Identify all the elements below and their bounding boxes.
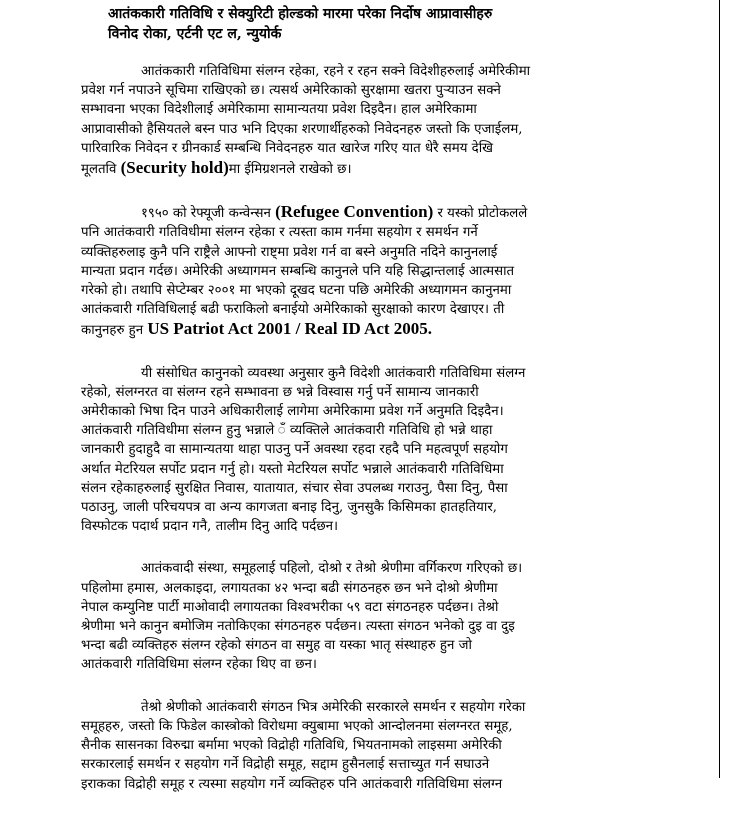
text-segment: अर्थात मेटरियल सर्पोट प्रदान गर्नु हो। यस्तो मेटरियल सर्पोट भन्नाले आतंकवारी गतिविधिमा <box>81 461 504 477</box>
text-line <box>81 755 711 774</box>
paragraph <box>81 698 711 794</box>
latin-term: (Security hold) <box>120 158 229 178</box>
text-segment: कानुनहरु हुन <box>81 323 148 339</box>
text-segment: मा ईमिग्रशनले राखेको छ। <box>228 162 352 178</box>
text-line <box>81 120 711 139</box>
text-line <box>81 139 711 158</box>
text-segment: आतंकवारी गतिविधिमा संलग्न रहेका थिए वा छन। <box>81 657 317 673</box>
text-segment: विस्फोटक पदार्थ प्रदान गनै, तालीम दिनु आदि पर्दछन। <box>81 519 339 535</box>
paragraph <box>81 364 711 537</box>
text-segment: सैनीक सासनका विरुद्मा बर्मामा भएको विद्रोही गतिविधि, भियतनामको लाइसमा अमेरिकी <box>81 738 502 754</box>
text-line <box>81 81 711 100</box>
text-segment: पठाउनु, जाली परिचयपत्र वा अन्य कागजता बनाइ दिनु, जुनसुकै किसिमका हातहतियार, <box>81 500 497 516</box>
text-line <box>81 383 711 402</box>
document-title: आतंककारी गतिविधि र सेक्युरिटी होल्डको मारमा परेका निर्दोष आप्रावासीहरु <box>108 6 493 22</box>
text-line <box>81 281 711 300</box>
text-line <box>81 617 711 636</box>
text-segment: पहिलोमा हमास, अलकाइदा, लगायतका ४२ भन्दा बढी संगठनहरु छन भने दोश्रो श्रेणीमा <box>81 580 498 596</box>
text-segment: जानकारी हुदाहुदै वा सामान्यतया थाहा पाउनु पर्ने अवस्था रहदा रहदै पनि महत्वपूर्ण सहयोग <box>81 442 508 458</box>
text-line <box>81 364 711 383</box>
text-line <box>81 598 711 617</box>
text-segment: आतंकवादी संस्था, समूहलाई पहिलो, दोश्रो र तेश्रो श्रेणीमा वर्गिकरण गरिएको छ। <box>141 561 523 577</box>
text-segment: मूलतवि <box>81 162 121 178</box>
text-segment: अमेरीकाको भिषा दिन पाउने अधिकारीलाई लागेमा अमेरिकामा प्रवेश गर्ने अनुमति दिइदैन। <box>81 404 504 420</box>
text-line <box>81 498 711 517</box>
text-line <box>81 479 711 498</box>
text-line <box>81 517 711 536</box>
text-segment: श्रेणीमा भने कानुन बमोजिम नतोकिएका संगठनहरु पर्दछन। त्यस्ता संगठन भनेको दुइ वा दुइ <box>81 619 515 635</box>
text-segment: मान्यता प्रदान गर्दछ। अमेरिकी अध्यागमन सम्बन्धि कानुनले पनि यहि सिद्धान्तलाई आत्मसात <box>81 263 515 279</box>
text-segment: प्रवेश गर्न नपाउने सूचिमा राखिएको छ। त्यसर्थ अमेरिकाको सुरक्षामा खतरा पुर्‍याउन सक्ने <box>81 83 501 99</box>
text-line <box>81 402 711 421</box>
text-line <box>81 717 711 736</box>
latin-term: (Refugee Convention) <box>275 202 434 222</box>
text-line <box>81 62 711 81</box>
text-segment: संलन रहेकाहरुलाई सुरक्षित निवास, यातायात, संचार सेवा उपलब्ध गराउनु, पैसा दिनु, पैसा <box>81 480 508 496</box>
text-line <box>81 655 711 674</box>
text-line <box>81 440 711 459</box>
text-line <box>81 775 711 794</box>
paragraph <box>81 62 711 179</box>
text-segment: सरकारलाई समर्थन र सहयोग गर्ने विद्रोही समूह, सद्दाम हुसैनलाई सत्ताच्युत गर्न सघाउने <box>81 757 490 773</box>
document-header <box>108 4 608 44</box>
text-segment: रहेको, संलग्नरत वा संलग्न रहने सम्भावना छ भन्ने विस्वास गर्नु पर्ने सामान्य जानकारी <box>81 384 479 400</box>
text-segment: आप्रावासीको हैसियतले बस्न पाउ भनि दिएका शरणार्थीहरुको निवेदनहरु जस्तो कि एजाईलम, <box>81 121 523 137</box>
text-segment: आतंककारी गतिविधिमा संलग्न रहेका, रहने र रहन सक्ने विदेशीहरुलाई अमेरिकीमा <box>141 64 531 79</box>
text-segment: आतंकवारी गतिविधिलाई बढी फराकिलो बनाईयो अमेरिकाको सुरक्षाको कारण देखाएर। ती <box>81 302 505 318</box>
text-segment: व्यक्तिहरुलाइ कुनै पनि राष्ट्रैले आफ्नो राष्ट्मा प्रवेश गर्न वा बस्ने अनुमति नदिने कानुनलाई <box>81 244 498 260</box>
text-line <box>81 559 711 578</box>
text-segment: तेश्रो श्रेणीको आतंकवारी संगठन भित्र अमेरिकी सरकारले समर्थन र सहयोग गरेका <box>141 699 526 715</box>
latin-term: US Patriot Act 2001 / Real ID Act 2005. <box>147 319 433 339</box>
text-segment: नेपाल कम्युनिष्ट पार्टी माओवादी लगायतका विश्वभरीका ५९ वटा संगठनहरु पर्दछन। तेश्रो <box>81 599 499 615</box>
text-line <box>81 736 711 755</box>
text-segment: यी संसोधित कानुनको व्यवस्था अनुसार कुनै विदेशी आतंकवारी गतिविधिमा संलग्न <box>141 365 526 381</box>
text-line <box>81 579 711 598</box>
text-line <box>81 202 711 223</box>
paragraph <box>81 559 711 674</box>
text-segment: पनि आतंकवारी गतिविधीमा संलग्न रहेका र त्यस्ता काम गर्नमा सहयोग र समर्थन गर्ने <box>81 225 478 241</box>
text-line <box>81 636 711 655</box>
text-segment: आतंकवारी गतिविधीमा संलग्न हुनु भन्नाले ँ व्यक्तिले आतंकवारी गतिविधि हो भन्ने थाहा <box>81 423 493 439</box>
text-line <box>81 460 711 479</box>
text-segment: सम्भावना भएका विदेशीलाई अमेरिकामा सामान्यतया प्रवेश दिइदैन। हाल अमेरिकामा <box>81 102 477 118</box>
text-line <box>81 223 711 242</box>
text-line <box>81 243 711 262</box>
text-line <box>81 421 711 440</box>
paragraph <box>81 202 711 340</box>
page-edge-line <box>719 0 720 778</box>
text-segment: पारिवारिक निवेदन र ग्रीनकार्ड सम्बन्धि निवेदनहरु यात खारेज गरिए यात धेरै समय देखि <box>81 140 494 156</box>
text-segment: र यस्को प्रोटोकलले <box>433 206 528 222</box>
text-line <box>81 698 711 717</box>
text-segment: १९५० को रेफ्यूजी कन्वेन्सन <box>141 206 276 222</box>
document-author: विनोद रोका, एर्टनी एट ल, न्युयोर्क <box>108 26 282 42</box>
text-segment: गरेको हो। तथापि सेप्टेम्बर २००१ मा भएको दूखद घटना पछि अमेरिकी अध्यागमन कानुनमा <box>81 283 512 299</box>
document-body <box>81 62 711 817</box>
text-line <box>81 100 711 119</box>
text-line <box>81 319 711 340</box>
text-segment: इराकका विद्रोही समूह र त्यस्मा सहयोग गर्ने व्यक्तिहरु पनि आतंकवारी गतिविधिमा संलग्न <box>81 776 503 792</box>
text-line <box>81 300 711 319</box>
text-line <box>81 262 711 281</box>
text-segment: भन्दा बढी व्यक्तिहरु संलग्न रहेको संगठन वा समुह वा यस्का भातृ संस्थाहरु हुन जो <box>81 638 472 654</box>
text-segment: समूहहरु, जस्तो कि फिडेल कास्त्रोको विरोधमा क्युबामा भएको आन्दोलनमा संलग्नरत समूह, <box>81 718 513 734</box>
text-line <box>81 158 711 179</box>
